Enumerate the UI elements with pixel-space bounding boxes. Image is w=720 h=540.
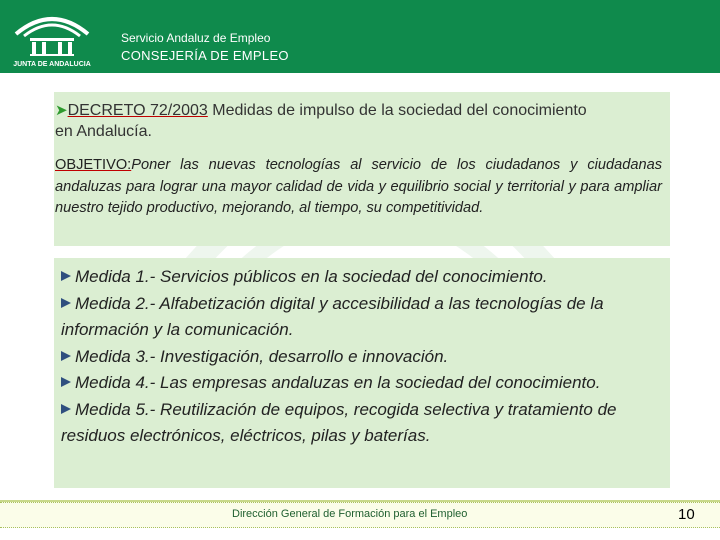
page-number: 10 [678,506,695,523]
footer-text: Dirección General de Formación para el Empleo [232,508,468,520]
logo-text: JUNTA DE ANDALUCIA [13,61,91,68]
list-item [61,264,661,291]
medida-text: Servicios públicos en la sociedad del conocimiento. [155,267,548,286]
triangle-bullet-icon [61,377,71,387]
list-item [61,397,661,450]
decreto-heading [55,100,665,142]
medida-text: Alfabetización digital y accesibilidad a las tecnologías de la información y la comunicación. [61,293,604,339]
medida-label: Medida 4.- [75,373,156,392]
triangle-bullet-icon [61,351,71,361]
list-item [61,291,661,344]
decreto-description: Medidas de impulso de la sociedad del conocimiento [207,102,587,119]
medida-label: Medida 5.- [75,399,156,419]
objetivo-paragraph [55,155,662,220]
medida-label: Medida 1.- [75,267,156,286]
list-item [61,370,661,397]
org-subtitle: Servicio Andaluz de Empleo [121,31,271,45]
medida-label: Medida 2.- [75,293,156,313]
triangle-bullet-icon [61,298,71,308]
arrow-bullet-icon: ➤ [55,102,68,119]
medida-text: Las empresas andaluzas en la sociedad del conocimiento. [155,373,601,392]
objetivo-text: Poner las nuevas tecnologías al servicio de los ciudadanos y ciudadanas andaluzas para lograr una mayor calidad de vida y equilibrio social y territorial y para ampliar nuestro tejido productivo, mejorando, al tiempo, su competitividad. [55,157,662,216]
triangle-bullet-icon [61,404,71,414]
triangle-bullet-icon [61,271,71,281]
medida-text: Reutilización de equipos, recogida selectiva y tratamiento de residuos electrónicos, eléctricos, pilas y baterías. [61,399,617,445]
objetivo-label: OBJETIVO: [55,157,132,173]
decreto-title: DECRETO 72/2003 [67,102,208,119]
medida-text: Investigación, desarrollo e innovación. [155,346,449,366]
medida-label: Medida 3.- [75,346,156,366]
list-item [61,344,661,371]
decreto-description-cont: en Andalucía. [55,123,152,140]
org-title: CONSEJERÍA DE EMPLEO [121,48,289,63]
junta-de-andalucia-logo [8,8,96,70]
header-bar [0,0,720,73]
medidas-list [61,264,661,450]
